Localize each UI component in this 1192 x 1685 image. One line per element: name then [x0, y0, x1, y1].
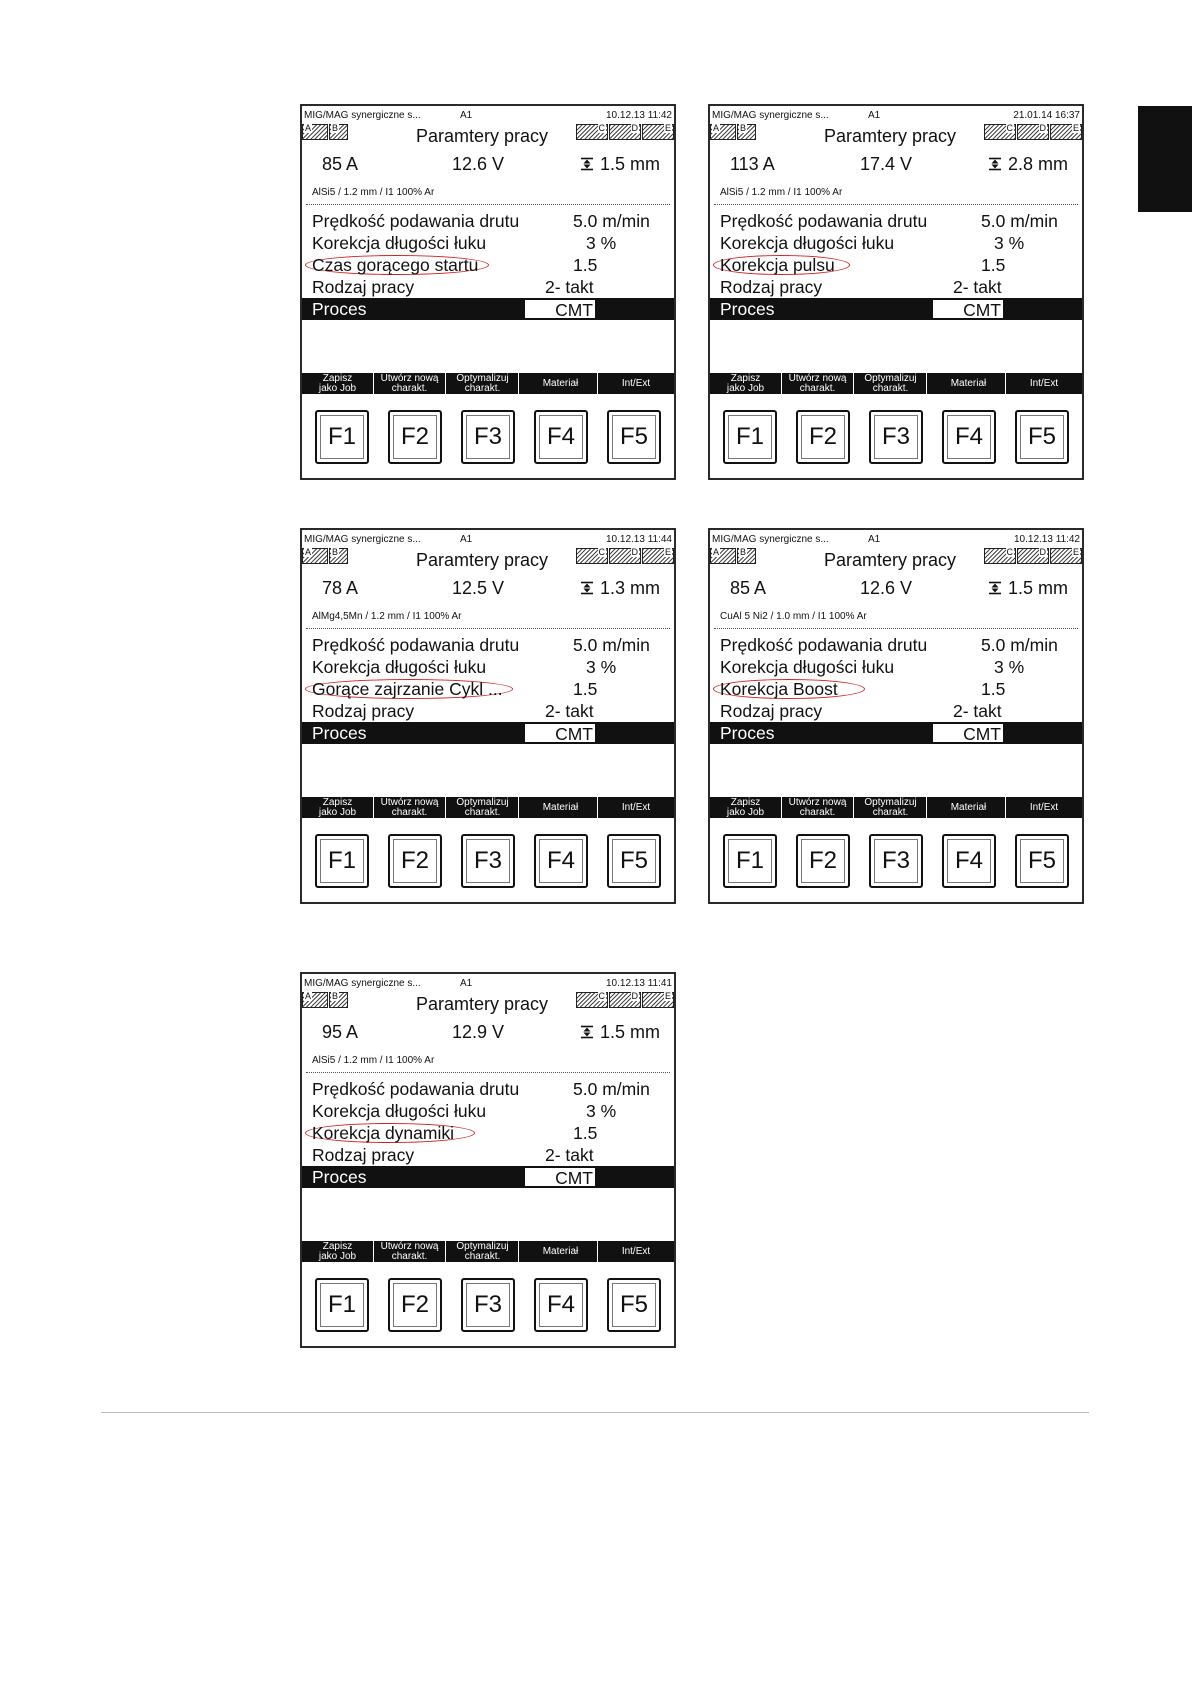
job-number: A1	[868, 110, 881, 121]
softkey-label: jako Job	[318, 806, 357, 818]
softkey-material[interactable]	[932, 373, 1006, 394]
welding-current: 85 A	[322, 154, 359, 174]
screen-title: Paramtery pracy	[415, 550, 549, 570]
param-value: 5.0 m/min	[573, 635, 650, 655]
job-number: A1	[460, 110, 473, 121]
softkey-label: charakt.	[464, 806, 501, 818]
softkey-int-ext[interactable]	[598, 373, 674, 394]
status-bar	[302, 978, 674, 991]
softkey-label: Utwórz nową	[380, 373, 439, 384]
f3-button[interactable]: F3	[869, 834, 923, 888]
softkey-label: Utwórz nową	[380, 797, 439, 808]
f1-button[interactable]: F1	[315, 1278, 369, 1332]
softkey-label: Materiał	[542, 377, 579, 389]
param-value: 1.5	[573, 255, 598, 275]
param-label: Prędkość podawania drutu	[312, 1079, 520, 1099]
job-number: A1	[460, 534, 473, 545]
param-label: Gorące zajrzanie Cykl ...	[312, 679, 503, 699]
tab-a[interactable]	[302, 124, 328, 140]
param-label: Rodzaj pracy	[720, 701, 823, 721]
status-bar	[710, 110, 1082, 123]
job-number: A1	[868, 534, 881, 545]
param-row-process-selected[interactable]	[710, 722, 1082, 744]
status-bar	[302, 110, 674, 123]
tab-d[interactable]	[609, 992, 641, 1008]
welding-mode: MIG/MAG synergiczne s...	[304, 110, 421, 121]
welding-voltage: 17.4 V	[860, 154, 913, 174]
param-row-arc-length-correction[interactable]	[302, 232, 674, 254]
tab-e[interactable]	[642, 548, 674, 564]
f3-button[interactable]: F3	[869, 410, 923, 464]
dotted-divider	[306, 628, 670, 629]
welding-mode: MIG/MAG synergiczne s...	[304, 978, 421, 989]
param-value: 5.0 m/min	[981, 635, 1058, 655]
tab-c-label: C	[598, 991, 605, 1001]
sheet-thickness-value: 2.8 mm	[1007, 154, 1068, 174]
softkey-label: charakt.	[799, 382, 836, 394]
welder-display-3	[300, 528, 676, 904]
tab-c-label: C	[598, 123, 605, 133]
f3-button[interactable]: F3	[461, 1278, 515, 1332]
softkey-label: charakt.	[872, 382, 909, 394]
dotted-divider	[714, 628, 1078, 629]
softkey-label: jako Job	[726, 382, 765, 394]
f4-button[interactable]: F4	[942, 410, 996, 464]
tab-b[interactable]	[329, 124, 348, 140]
softkey-label: Utwórz nową	[788, 797, 847, 808]
process-value-field[interactable]: CMT	[932, 299, 1004, 319]
softkey-create-characteristic[interactable]	[374, 373, 446, 394]
readings	[302, 578, 674, 602]
softkey-label: charakt.	[872, 806, 909, 818]
tab-d[interactable]	[609, 124, 641, 140]
date-time: 21.01.14 16:37	[1013, 110, 1080, 121]
softkey-bar	[710, 797, 1082, 818]
param-value: 5.0 m/min	[981, 211, 1058, 231]
welding-current: 78 A	[322, 578, 359, 598]
f3-button[interactable]: F3	[461, 834, 515, 888]
param-label: Rodzaj pracy	[312, 277, 415, 297]
welder-display-1	[300, 104, 676, 480]
softkey-label: Optymalizuj	[456, 1241, 509, 1252]
param-value: 2- takt	[953, 277, 1002, 297]
tab-b-label: B	[740, 123, 747, 133]
param-value: 3 %	[994, 657, 1025, 677]
param-row-process-selected[interactable]	[302, 1166, 674, 1188]
tab-a[interactable]	[710, 124, 736, 140]
param-label: Rodzaj pracy	[312, 701, 415, 721]
param-label: Proces	[312, 1167, 367, 1187]
param-row-operating-mode[interactable]	[710, 700, 1082, 722]
tab-d[interactable]	[609, 548, 641, 564]
softkey-material[interactable]	[524, 797, 598, 818]
softkey-label: Materiał	[542, 1245, 579, 1257]
param-label: Prędkość podawania drutu	[312, 211, 520, 231]
welder-display-5	[300, 972, 676, 1348]
param-value: 3 %	[994, 233, 1025, 253]
parameter-list	[302, 210, 674, 320]
param-label: Korekcja dynamiki	[312, 1123, 454, 1143]
param-row-arc-length-correction[interactable]	[710, 656, 1082, 678]
param-label: Korekcja długości łuku	[312, 657, 487, 677]
readings	[710, 154, 1082, 178]
tab-e-label: E	[1072, 123, 1079, 133]
param-row-wire-speed[interactable]	[302, 634, 674, 656]
status-bar	[710, 534, 1082, 547]
sheet-thickness	[580, 578, 660, 599]
welding-mode: MIG/MAG synergiczne s...	[712, 110, 829, 121]
param-value: 1.5	[573, 1123, 598, 1143]
param-value: 2- takt	[545, 277, 594, 297]
sheet-thickness	[988, 578, 1068, 599]
param-label: Czas gorącego startu	[312, 255, 479, 275]
param-row-highlighted[interactable]	[302, 1122, 674, 1144]
softkey-label: Zapisz	[322, 1241, 353, 1252]
param-label: Prędkość podawania drutu	[720, 635, 928, 655]
softkey-optimize-characteristic[interactable]	[855, 797, 927, 818]
softkey-int-ext[interactable]	[598, 797, 674, 818]
param-row-operating-mode[interactable]	[710, 276, 1082, 298]
softkey-create-characteristic[interactable]	[374, 1241, 446, 1262]
tab-b-label: B	[332, 547, 339, 557]
param-label: Korekcja długości łuku	[312, 233, 487, 253]
param-label: Korekcja Boost	[720, 679, 838, 699]
tab-d[interactable]	[1017, 124, 1049, 140]
param-value: 2- takt	[545, 1145, 594, 1165]
param-row-operating-mode[interactable]	[302, 700, 674, 722]
softkey-bar	[302, 797, 674, 818]
softkey-label: Optymalizuj	[864, 373, 917, 384]
parameter-list	[302, 1078, 674, 1188]
f5-button[interactable]: F5	[607, 834, 661, 888]
f5-button[interactable]: F5	[607, 410, 661, 464]
param-value: 1.5	[981, 679, 1006, 699]
softkey-bar	[302, 1241, 674, 1262]
param-row-wire-speed[interactable]	[302, 210, 674, 232]
welding-voltage: 12.6 V	[452, 154, 505, 174]
param-label: Rodzaj pracy	[720, 277, 823, 297]
param-row-process-selected[interactable]	[302, 722, 674, 744]
param-label: Prędkość podawania drutu	[312, 635, 520, 655]
f4-button[interactable]: F4	[534, 410, 588, 464]
tab-c-label: C	[1006, 123, 1013, 133]
screen-title: Paramtery pracy	[415, 994, 549, 1014]
softkey-optimize-characteristic[interactable]	[447, 373, 519, 394]
softkey-label: charakt.	[391, 1250, 428, 1262]
param-row-operating-mode[interactable]	[302, 1144, 674, 1166]
param-row-process-selected[interactable]	[302, 298, 674, 320]
sheet-thickness-value: 1.5 mm	[1007, 578, 1068, 598]
process-value-field[interactable]: CMT	[524, 299, 596, 319]
param-label: Proces	[312, 723, 367, 743]
dotted-divider	[714, 204, 1078, 205]
softkey-label: Zapisz	[322, 797, 353, 808]
f4-button[interactable]: F4	[534, 834, 588, 888]
tab-e-label: E	[664, 123, 671, 133]
chapter-tab-marker	[1138, 106, 1192, 212]
date-time: 10.12.13 11:42	[606, 110, 672, 121]
softkey-save-as-job[interactable]	[302, 797, 374, 818]
param-value: 1.5	[573, 679, 598, 699]
softkey-label: Int/Ext	[1029, 801, 1059, 813]
tab-e[interactable]	[642, 992, 674, 1008]
f5-button[interactable]: F5	[1015, 410, 1069, 464]
softkey-optimize-characteristic[interactable]	[447, 797, 519, 818]
param-value: 3 %	[586, 233, 617, 253]
f2-button[interactable]: F2	[796, 834, 850, 888]
softkey-label: Int/Ext	[621, 377, 651, 389]
tab-b-label: B	[740, 547, 747, 557]
tab-c-label: C	[598, 547, 605, 557]
tab-b[interactable]	[329, 992, 348, 1008]
param-row-arc-length-correction[interactable]	[710, 232, 1082, 254]
softkey-label: Utwórz nową	[380, 1241, 439, 1252]
status-bar	[302, 534, 674, 547]
param-row-wire-speed[interactable]	[302, 1078, 674, 1100]
softkey-label: charakt.	[464, 382, 501, 394]
welding-voltage: 12.9 V	[452, 1022, 505, 1042]
softkey-label: jako Job	[726, 806, 765, 818]
param-label: Rodzaj pracy	[312, 1145, 415, 1165]
softkey-save-as-job[interactable]	[302, 1241, 374, 1262]
sheet-thickness-icon	[988, 157, 1002, 171]
param-value: 3 %	[586, 1101, 617, 1121]
welder-display-4	[708, 528, 1084, 904]
param-label: Korekcja długości łuku	[312, 1101, 487, 1121]
sheet-thickness	[580, 154, 660, 175]
tab-e-label: E	[664, 991, 671, 1001]
softkey-int-ext[interactable]	[1006, 373, 1082, 394]
softkey-label: Materiał	[542, 801, 579, 813]
softkey-label: Int/Ext	[621, 801, 651, 813]
readings	[302, 154, 674, 178]
softkey-label: Optymalizuj	[456, 373, 509, 384]
process-value-field[interactable]: CMT	[932, 723, 1004, 743]
readings	[710, 578, 1082, 602]
tab-a[interactable]	[302, 992, 328, 1008]
process-value-field[interactable]: CMT	[524, 1167, 596, 1187]
tab-d-label: D	[631, 123, 638, 133]
softkey-save-as-job[interactable]	[302, 373, 374, 394]
softkey-label: charakt.	[464, 1250, 501, 1262]
tab-a-label: A	[305, 547, 312, 557]
f2-button[interactable]: F2	[388, 834, 442, 888]
screen-title: Paramtery pracy	[415, 126, 549, 146]
tab-a-label: A	[305, 991, 312, 1001]
tab-e[interactable]	[1050, 548, 1082, 564]
f4-button[interactable]: F4	[534, 1278, 588, 1332]
job-number: A1	[460, 978, 473, 989]
sheet-thickness-icon	[580, 157, 594, 171]
material-info: AlSi5 / 1.2 mm / I1 100% Ar	[312, 1055, 435, 1066]
welding-current: 113 A	[730, 154, 775, 174]
param-value: 5.0 m/min	[573, 211, 650, 231]
f2-button[interactable]: F2	[388, 410, 442, 464]
f2-button[interactable]: F2	[388, 1278, 442, 1332]
softkey-create-characteristic[interactable]	[782, 797, 854, 818]
parameter-list	[302, 634, 674, 744]
softkey-material[interactable]	[524, 373, 598, 394]
tab-b[interactable]	[329, 548, 348, 564]
softkey-label: charakt.	[799, 806, 836, 818]
sheet-thickness-icon	[580, 1025, 594, 1039]
sheet-thickness-value: 1.3 mm	[599, 578, 660, 598]
screen-title: Paramtery pracy	[823, 126, 957, 146]
param-row-wire-speed[interactable]	[710, 210, 1082, 232]
sheet-thickness-icon	[988, 581, 1002, 595]
material-info: AlSi5 / 1.2 mm / I1 100% Ar	[312, 187, 435, 198]
tab-b[interactable]	[737, 548, 756, 564]
tab-d-label: D	[631, 991, 638, 1001]
param-row-arc-length-correction[interactable]	[302, 656, 674, 678]
param-value: 1.5	[981, 255, 1006, 275]
f5-button[interactable]: F5	[1015, 834, 1069, 888]
softkey-save-as-job[interactable]	[710, 797, 782, 818]
parameter-list	[710, 634, 1082, 744]
param-row-highlighted[interactable]	[710, 678, 1082, 700]
softkey-label: Zapisz	[322, 373, 353, 384]
date-time: 10.12.13 11:44	[606, 534, 672, 545]
softkey-label: charakt.	[391, 806, 428, 818]
sheet-thickness-icon	[580, 581, 594, 595]
param-value: 2- takt	[953, 701, 1002, 721]
f2-button[interactable]: F2	[796, 410, 850, 464]
param-row-highlighted[interactable]	[302, 254, 674, 276]
softkey-create-characteristic[interactable]	[374, 797, 446, 818]
param-label: Korekcja długości łuku	[720, 657, 895, 677]
softkey-int-ext[interactable]	[598, 1241, 674, 1262]
welding-current: 95 A	[322, 1022, 359, 1042]
material-info: AlSi5 / 1.2 mm / I1 100% Ar	[720, 187, 843, 198]
tab-a[interactable]	[710, 548, 736, 564]
tab-d-label: D	[631, 547, 638, 557]
softkey-material[interactable]	[524, 1241, 598, 1262]
tab-b-label: B	[332, 123, 339, 133]
material-info: CuAl 5 Ni2 / 1.0 mm / I1 100% Ar	[720, 611, 867, 622]
param-value: 5.0 m/min	[573, 1079, 650, 1099]
softkey-save-as-job[interactable]	[710, 373, 782, 394]
softkey-label: Int/Ext	[621, 1245, 651, 1257]
readings	[302, 1022, 674, 1046]
param-label: Korekcja pulsu	[720, 255, 835, 275]
tab-b-label: B	[332, 991, 339, 1001]
page-divider	[101, 1412, 1089, 1413]
date-time: 10.12.13 11:41	[606, 978, 672, 989]
softkey-label: Utwórz nową	[788, 373, 847, 384]
param-row-process-selected[interactable]	[710, 298, 1082, 320]
param-label: Proces	[312, 299, 367, 319]
softkey-optimize-characteristic[interactable]	[855, 373, 927, 394]
sheet-thickness-value: 1.5 mm	[599, 154, 660, 174]
param-row-arc-length-correction[interactable]	[302, 1100, 674, 1122]
tab-e-label: E	[1072, 547, 1079, 557]
f1-button[interactable]: F1	[723, 834, 777, 888]
softkey-label: charakt.	[391, 382, 428, 394]
sheet-thickness	[988, 154, 1068, 175]
welding-voltage: 12.6 V	[860, 578, 913, 598]
f5-button[interactable]: F5	[607, 1278, 661, 1332]
tab-a-label: A	[305, 123, 312, 133]
tab-a-label: A	[713, 123, 720, 133]
tab-e-label: E	[664, 547, 671, 557]
tab-e[interactable]	[1050, 124, 1082, 140]
f4-button[interactable]: F4	[942, 834, 996, 888]
dotted-divider	[306, 1072, 670, 1073]
param-row-wire-speed[interactable]	[710, 634, 1082, 656]
tab-d-label: D	[1039, 123, 1046, 133]
softkey-label: Materiał	[950, 377, 987, 389]
softkey-label: jako Job	[318, 1250, 357, 1262]
process-value-field[interactable]: CMT	[524, 723, 596, 743]
param-row-highlighted[interactable]	[710, 254, 1082, 276]
f1-button[interactable]: F1	[315, 834, 369, 888]
softkey-create-characteristic[interactable]	[782, 373, 854, 394]
softkey-bar	[302, 373, 674, 394]
f3-button[interactable]: F3	[461, 410, 515, 464]
softkey-label: Materiał	[950, 801, 987, 813]
param-label: Korekcja długości łuku	[720, 233, 895, 253]
tab-c-label: C	[1006, 547, 1013, 557]
tab-a[interactable]	[302, 548, 328, 564]
tab-b[interactable]	[737, 124, 756, 140]
welding-current: 85 A	[730, 578, 767, 598]
softkey-label: Int/Ext	[1029, 377, 1059, 389]
param-value: 2- takt	[545, 701, 594, 721]
tab-d[interactable]	[1017, 548, 1049, 564]
param-value: 3 %	[586, 657, 617, 677]
material-info: AlMg4,5Mn / 1.2 mm / I1 100% Ar	[312, 611, 462, 622]
parameter-list	[710, 210, 1082, 320]
welding-mode: MIG/MAG synergiczne s...	[712, 534, 829, 545]
softkey-label: jako Job	[318, 382, 357, 394]
softkey-bar	[710, 373, 1082, 394]
date-time: 10.12.13 11:42	[1014, 534, 1080, 545]
param-label: Proces	[720, 723, 775, 743]
param-label: Proces	[720, 299, 775, 319]
f1-button[interactable]: F1	[723, 410, 777, 464]
welding-mode: MIG/MAG synergiczne s...	[304, 534, 421, 545]
tab-d-label: D	[1039, 547, 1046, 557]
tab-a-label: A	[713, 547, 720, 557]
softkey-optimize-characteristic[interactable]	[447, 1241, 519, 1262]
softkey-int-ext[interactable]	[1006, 797, 1082, 818]
param-label: Prędkość podawania drutu	[720, 211, 928, 231]
softkey-material[interactable]	[932, 797, 1006, 818]
screen-title: Paramtery pracy	[823, 550, 957, 570]
tab-e[interactable]	[642, 124, 674, 140]
sheet-thickness-value: 1.5 mm	[599, 1022, 660, 1042]
welding-voltage: 12.5 V	[452, 578, 505, 598]
param-row-operating-mode[interactable]	[302, 276, 674, 298]
softkey-label: Optymalizuj	[456, 797, 509, 808]
softkey-label: Optymalizuj	[864, 797, 917, 808]
param-row-highlighted[interactable]	[302, 678, 674, 700]
softkey-label: Zapisz	[730, 373, 761, 384]
dotted-divider	[306, 204, 670, 205]
sheet-thickness	[580, 1022, 660, 1043]
softkey-label: Zapisz	[730, 797, 761, 808]
welder-display-2	[708, 104, 1084, 480]
f1-button[interactable]: F1	[315, 410, 369, 464]
